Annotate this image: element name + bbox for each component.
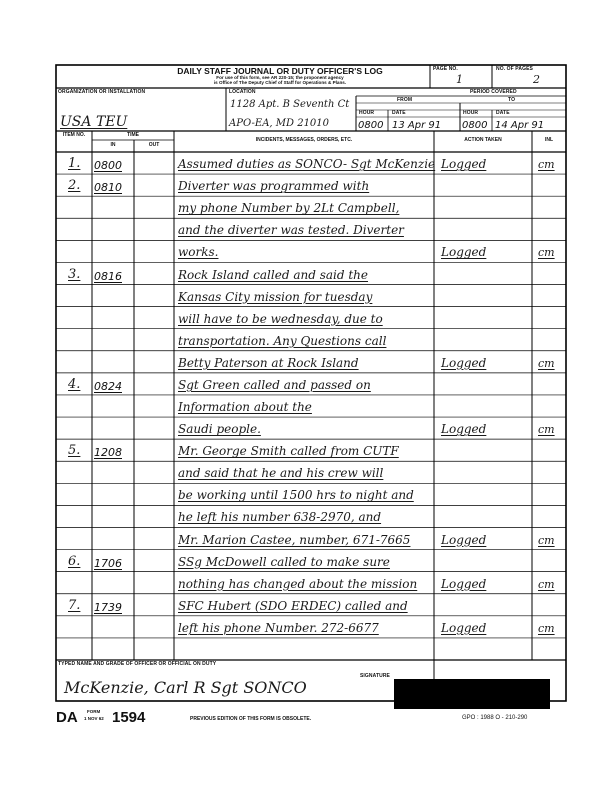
incident-text: works. [178, 245, 219, 260]
log-row [56, 262, 566, 284]
action-taken: Logged [441, 157, 487, 172]
incident-text: Kansas City mission for tuesday [178, 289, 373, 304]
action-taken: Logged [441, 532, 487, 547]
incident-text: Mr. George Smith called from CUTF [178, 444, 399, 459]
log-row [56, 351, 566, 373]
incident-text: SFC Hubert (SDO ERDEC) called and [178, 598, 408, 613]
log-row [56, 527, 566, 549]
log-row [56, 240, 566, 262]
log-row [56, 285, 566, 307]
no-of-pages-label: NO. OF PAGES [496, 66, 533, 72]
log-row [56, 329, 566, 351]
incident-text: he left his number 638-2970, and [178, 510, 382, 525]
form-label: FORM [87, 709, 101, 714]
initials-label: INL [544, 137, 554, 143]
org-value: USA TEU [60, 114, 128, 130]
location-line1: 1128 Apt. B Seventh Ct [230, 99, 350, 110]
from-date-label: DATE [392, 110, 406, 116]
location-line2: APO-EA, MD 21010 [229, 118, 330, 129]
initials: cm [538, 621, 555, 635]
incident-text: left his phone Number. 272-6677 [178, 620, 379, 635]
time-in: 1208 [94, 446, 122, 460]
initials: cm [538, 246, 555, 260]
from-label: FROM [397, 97, 413, 103]
item-no-label: ITEM NO. [62, 132, 86, 138]
page-no-value: 1 [456, 73, 463, 86]
time-in: 0824 [94, 379, 122, 393]
action-taken: Logged [441, 245, 487, 260]
time-in: 0816 [94, 269, 122, 283]
time-out-label: OUT [148, 142, 160, 148]
initials: cm [538, 423, 555, 437]
log-row [56, 483, 566, 505]
org-label: ORGANIZATION OR INSTALLATION [58, 89, 146, 95]
incident-text: Rock Island called and said the [178, 267, 369, 282]
typed-name-value: McKenzie, Carl R Sgt SONCO [64, 678, 307, 697]
to-date-value: 14 Apr 91 [495, 120, 545, 131]
log-rows [56, 152, 566, 660]
typed-name-label: TYPED NAME AND GRADE OF OFFICER OR OFFICIAL ON DUTY [58, 661, 217, 667]
action-taken: Logged [441, 422, 487, 437]
log-row [56, 616, 566, 638]
from-date-value: 13 Apr 91 [392, 120, 442, 131]
log-row [56, 152, 566, 174]
log-row [56, 439, 566, 461]
log-row [56, 218, 566, 240]
time-in: 1739 [94, 600, 122, 614]
da-label: DA [56, 709, 78, 726]
action-taken: Logged [441, 576, 487, 591]
action-taken: Logged [441, 620, 487, 635]
initials: cm [538, 577, 555, 591]
incident-text: SSg McDowell called to make sure [178, 554, 390, 569]
incidents-label: INCIDENTS, MESSAGES, ORDERS, ETC. [255, 137, 353, 143]
incident-text: and said that he and his crew will [178, 466, 384, 481]
time-in: 1706 [94, 556, 122, 570]
incident-text: Assumed duties as SONCO- Sgt McKenzie [178, 157, 436, 172]
time-in: 0810 [94, 181, 122, 195]
incident-text: Betty Paterson at Rock Island [178, 355, 359, 370]
log-row [56, 174, 566, 196]
log-row [56, 395, 566, 417]
time-in: 0800 [94, 159, 122, 173]
time-label: TIME [127, 132, 139, 138]
form-subtitle-1: For use of this form, see AR 220-15; the proponent agency [216, 75, 344, 80]
incident-text: Diverter was programmed with [178, 179, 370, 194]
to-date-label: DATE [496, 110, 510, 116]
incident-text: Mr. Marion Castee, number, 671-7665 [178, 532, 411, 547]
signature-redaction [394, 679, 550, 709]
form-number: 1594 [112, 709, 146, 726]
incident-text: nothing has changed about the mission [178, 576, 418, 591]
log-row [56, 505, 566, 527]
from-hour-label: HOUR [359, 110, 375, 116]
item-number: 1. [68, 156, 81, 172]
incident-text: Sgt Green called and passed on [178, 377, 371, 392]
initials: cm [538, 533, 555, 547]
form-date: 1 NOV 62 [84, 716, 104, 721]
gpo-note: GPO : 1988 O - 210-290 [462, 715, 528, 721]
incident-text: be working until 1500 hrs to night and [178, 488, 414, 503]
item-number: 6. [68, 553, 81, 569]
page-no-label: PAGE NO. [433, 66, 458, 72]
previous-edition-note: PREVIOUS EDITION OF THIS FORM IS OBSOLETE. [190, 716, 312, 722]
initials: cm [538, 158, 555, 172]
to-label: TO [508, 97, 516, 103]
item-number: 3. [68, 266, 81, 282]
log-row [56, 550, 566, 572]
incident-text: and the diverter was tested. Diverter [178, 223, 404, 238]
action-label: ACTION TAKEN [464, 137, 502, 143]
incident-text: transportation. Any Questions call [178, 333, 387, 348]
period-label: PERIOD COVERED [470, 89, 517, 95]
log-row [56, 196, 566, 218]
form-subtitle-2: is Office of The Deputy Chief of Staff for Operations & Plans. [213, 80, 347, 85]
no-of-pages-value: 2 [533, 73, 540, 86]
incident-text: Information about the [178, 400, 312, 415]
incident-text: my phone Number by 2Lt Campbell, [178, 201, 400, 216]
incident-text: Saudi people. [178, 422, 261, 437]
log-row [56, 461, 566, 483]
log-row [56, 373, 566, 395]
log-row [56, 572, 566, 594]
log-row [56, 307, 566, 329]
time-in-label: IN [110, 142, 116, 148]
item-number: 7. [68, 597, 81, 613]
location-label: LOCATION [229, 89, 256, 95]
log-row [56, 417, 566, 439]
action-taken: Logged [441, 355, 487, 370]
from-hour-value: 0800 [358, 120, 384, 131]
item-number: 5. [68, 443, 81, 459]
log-row [56, 594, 566, 616]
form-title: DAILY STAFF JOURNAL OR DUTY OFFICER'S LOG [177, 66, 383, 76]
item-number: 2. [68, 178, 81, 194]
to-hour-value: 0800 [462, 120, 488, 131]
to-hour-label: HOUR [463, 110, 479, 116]
log-row [56, 638, 566, 660]
item-number: 4. [68, 376, 81, 392]
initials: cm [538, 356, 555, 370]
incident-text: will have to be wednesday, due to [178, 311, 383, 326]
signature-label: SIGNATURE [360, 673, 390, 679]
